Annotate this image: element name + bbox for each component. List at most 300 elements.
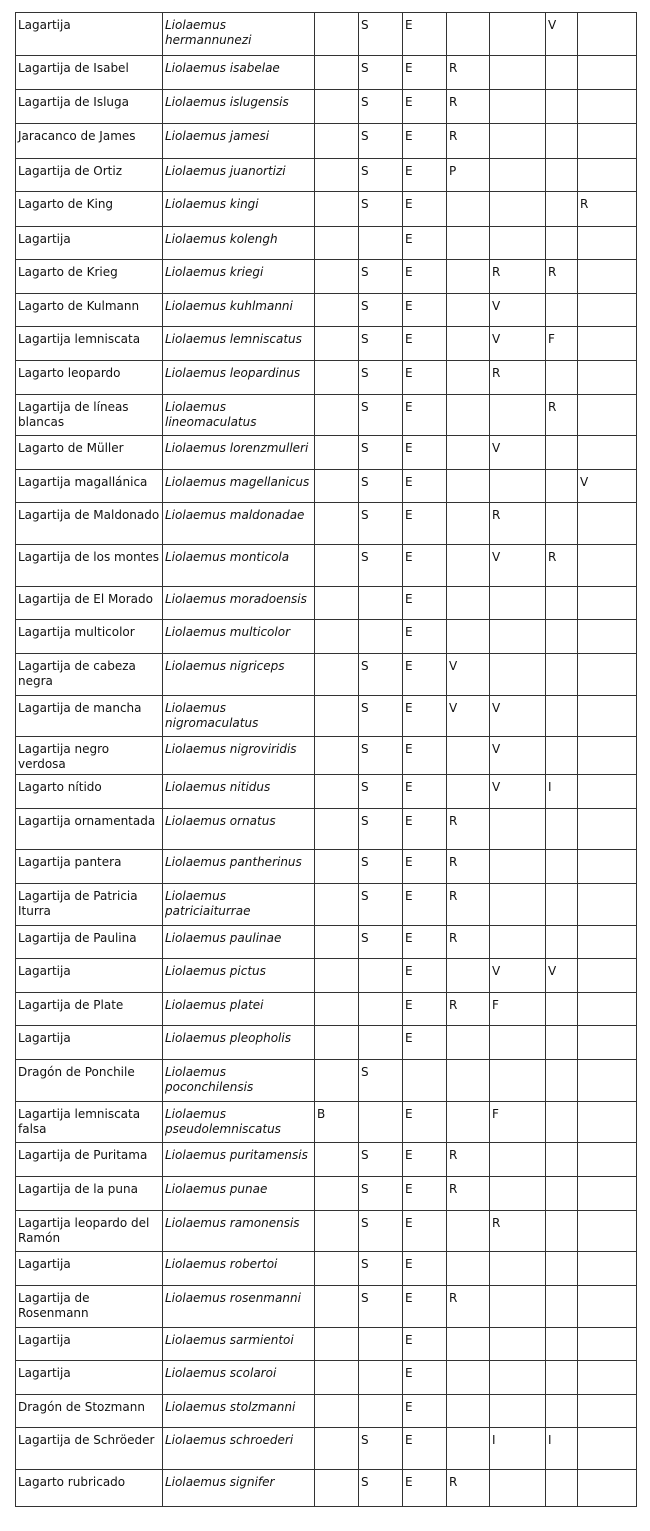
status-col-2-cell: S <box>359 695 403 737</box>
table-row <box>16 1026 637 1060</box>
status-col-6-cell <box>546 1177 578 1211</box>
status-col-4-cell <box>447 959 490 993</box>
status-col-6-cell <box>546 695 578 737</box>
status-col-6-cell: R <box>546 545 578 587</box>
table-row <box>16 1361 637 1395</box>
status-col-2-cell: S <box>359 360 403 394</box>
status-col-7-cell <box>578 158 637 192</box>
status-col-6-cell <box>546 1101 578 1143</box>
table-row <box>16 1394 637 1428</box>
status-col-2-cell: S <box>359 925 403 959</box>
status-col-7-cell <box>578 808 637 850</box>
table-row <box>16 925 637 959</box>
status-col-4-cell <box>447 503 490 545</box>
status-col-4-cell: R <box>447 992 490 1026</box>
table-row <box>16 327 637 361</box>
table-row <box>16 1428 637 1470</box>
status-col-5-cell <box>490 226 546 260</box>
status-col-7-cell <box>578 1470 637 1507</box>
status-col-5-cell <box>490 55 546 90</box>
status-col-6-cell <box>546 123 578 158</box>
status-col-3-cell <box>403 1060 447 1102</box>
status-col-6-cell <box>546 192 578 227</box>
status-col-1-cell <box>315 925 359 959</box>
status-col-1-cell <box>315 959 359 993</box>
status-col-5-cell <box>490 123 546 158</box>
status-col-5-cell: F <box>490 1101 546 1143</box>
status-col-7-cell <box>578 1177 637 1211</box>
status-col-2-cell: S <box>359 1177 403 1211</box>
status-col-6-cell <box>546 737 578 775</box>
status-col-1-cell <box>315 1285 359 1327</box>
status-col-2-cell: S <box>359 737 403 775</box>
scientific-name-cell: Liolaemus moradoensis <box>163 586 315 620</box>
table-row <box>16 1060 637 1102</box>
status-col-3-cell: E <box>403 959 447 993</box>
status-col-5-cell <box>490 1285 546 1327</box>
status-col-7-cell <box>578 123 637 158</box>
status-col-3-cell: E <box>403 775 447 809</box>
status-col-1-cell <box>315 55 359 90</box>
common-name-cell: Lagartija ornamentada <box>16 808 163 850</box>
scientific-name-cell: Liolaemus pseudolemniscatus <box>163 1101 315 1143</box>
status-col-3-cell: E <box>403 1361 447 1395</box>
status-col-3-cell: E <box>403 850 447 884</box>
status-col-2-cell: S <box>359 123 403 158</box>
common-name-cell: Lagartija de Ortiz <box>16 158 163 192</box>
status-col-5-cell: V <box>490 545 546 587</box>
scientific-name-cell: Liolaemus stolzmanni <box>163 1394 315 1428</box>
status-col-5-cell <box>490 1143 546 1177</box>
status-col-7-cell <box>578 1026 637 1060</box>
common-name-cell: Lagarto rubricado <box>16 1470 163 1507</box>
table-row <box>16 55 637 90</box>
status-col-2-cell: S <box>359 192 403 227</box>
status-col-5-cell: R <box>490 503 546 545</box>
common-name-cell: Lagartija lemniscata <box>16 327 163 361</box>
status-col-5-cell <box>490 13 546 56</box>
status-col-6-cell <box>546 226 578 260</box>
table-row <box>16 90 637 124</box>
status-col-1-cell <box>315 436 359 470</box>
status-col-7-cell <box>578 992 637 1026</box>
table-row <box>16 1177 637 1211</box>
status-col-3-cell: E <box>403 1285 447 1327</box>
status-col-3-cell: E <box>403 226 447 260</box>
status-col-7-cell <box>578 436 637 470</box>
status-col-2-cell: S <box>359 1470 403 1507</box>
common-name-cell: Lagartija de Maldonado <box>16 503 163 545</box>
status-col-2-cell: S <box>359 436 403 470</box>
status-col-7-cell: V <box>578 469 637 503</box>
common-name-cell: Lagarto de King <box>16 192 163 227</box>
common-name-cell: Lagarto leopardo <box>16 360 163 394</box>
status-col-1-cell <box>315 293 359 327</box>
status-col-7-cell <box>578 327 637 361</box>
status-col-4-cell: R <box>447 808 490 850</box>
status-col-4-cell <box>447 360 490 394</box>
scientific-name-cell: Liolaemus lineomaculatus <box>163 394 315 436</box>
status-col-3-cell: E <box>403 260 447 294</box>
status-col-4-cell <box>447 1252 490 1286</box>
status-col-7-cell <box>578 586 637 620</box>
status-col-5-cell <box>490 883 546 925</box>
scientific-name-cell: Liolaemus nitidus <box>163 775 315 809</box>
status-col-2-cell: S <box>359 1252 403 1286</box>
status-col-1-cell <box>315 850 359 884</box>
status-col-5-cell <box>490 620 546 654</box>
status-col-6-cell <box>546 1327 578 1361</box>
status-col-6-cell <box>546 1060 578 1102</box>
status-col-1-cell <box>315 586 359 620</box>
common-name-cell: Lagartija negro verdosa <box>16 737 163 775</box>
status-col-2-cell: S <box>359 90 403 124</box>
status-col-4-cell <box>447 1026 490 1060</box>
status-col-5-cell <box>490 1026 546 1060</box>
status-col-4-cell <box>447 775 490 809</box>
status-col-4-cell: R <box>447 90 490 124</box>
status-col-5-cell: V <box>490 695 546 737</box>
status-col-4-cell: R <box>447 883 490 925</box>
status-col-1-cell <box>315 360 359 394</box>
common-name-cell: Lagartija <box>16 1026 163 1060</box>
status-col-6-cell <box>546 503 578 545</box>
scientific-name-cell: Liolaemus robertoi <box>163 1252 315 1286</box>
scientific-name-cell: Liolaemus kolengh <box>163 226 315 260</box>
status-col-7-cell <box>578 1428 637 1470</box>
scientific-name-cell: Liolaemus isabelae <box>163 55 315 90</box>
status-col-2-cell <box>359 586 403 620</box>
scientific-name-cell: Liolaemus nigromaculatus <box>163 695 315 737</box>
status-col-1-cell <box>315 1394 359 1428</box>
status-col-1-cell <box>315 737 359 775</box>
status-col-3-cell: E <box>403 90 447 124</box>
common-name-cell: Lagartija de Schröeder <box>16 1428 163 1470</box>
status-col-5-cell <box>490 850 546 884</box>
common-name-cell: Lagartija de cabeza negra <box>16 654 163 696</box>
status-col-3-cell: E <box>403 123 447 158</box>
common-name-cell: Jaracanco de James <box>16 123 163 158</box>
common-name-cell: Lagartija de los montes <box>16 545 163 587</box>
table-row <box>16 1101 637 1143</box>
status-col-6-cell <box>546 1285 578 1327</box>
status-col-5-cell: V <box>490 293 546 327</box>
status-col-1-cell <box>315 123 359 158</box>
status-col-5-cell: I <box>490 1428 546 1470</box>
scientific-name-cell: Liolaemus kriegi <box>163 260 315 294</box>
status-col-7-cell <box>578 1252 637 1286</box>
status-col-4-cell <box>447 436 490 470</box>
scientific-name-cell: Liolaemus paulinae <box>163 925 315 959</box>
status-col-1-cell <box>315 13 359 56</box>
status-col-7-cell <box>578 1101 637 1143</box>
status-col-4-cell: R <box>447 850 490 884</box>
status-col-2-cell: S <box>359 1428 403 1470</box>
status-col-1-cell <box>315 1210 359 1252</box>
common-name-cell: Lagartija <box>16 1327 163 1361</box>
status-col-6-cell <box>546 654 578 696</box>
table-row <box>16 695 637 737</box>
status-col-6-cell <box>546 55 578 90</box>
table-row <box>16 469 637 503</box>
status-col-5-cell <box>490 586 546 620</box>
status-col-7-cell <box>578 1060 637 1102</box>
table-row <box>16 808 637 850</box>
status-col-1-cell <box>315 883 359 925</box>
scientific-name-cell: Liolaemus rosenmanni <box>163 1285 315 1327</box>
status-col-6-cell: V <box>546 13 578 56</box>
status-col-3-cell: E <box>403 545 447 587</box>
status-col-4-cell <box>447 469 490 503</box>
scientific-name-cell: Liolaemus jamesi <box>163 123 315 158</box>
status-col-7-cell <box>578 1210 637 1252</box>
status-col-2-cell: S <box>359 808 403 850</box>
status-col-6-cell <box>546 1026 578 1060</box>
status-col-7-cell <box>578 226 637 260</box>
status-col-5-cell: R <box>490 1210 546 1252</box>
status-col-2-cell: S <box>359 1285 403 1327</box>
status-col-2-cell: S <box>359 327 403 361</box>
common-name-cell: Lagartija de Plate <box>16 992 163 1026</box>
table-row <box>16 158 637 192</box>
status-col-6-cell <box>546 90 578 124</box>
status-col-4-cell: R <box>447 1470 490 1507</box>
status-col-3-cell: E <box>403 1143 447 1177</box>
status-col-2-cell: S <box>359 260 403 294</box>
status-col-2-cell: S <box>359 293 403 327</box>
status-col-6-cell <box>546 1252 578 1286</box>
common-name-cell: Lagartija pantera <box>16 850 163 884</box>
status-col-3-cell: E <box>403 13 447 56</box>
table-row <box>16 545 637 587</box>
table-row <box>16 436 637 470</box>
status-col-1-cell <box>315 90 359 124</box>
table-row <box>16 586 637 620</box>
status-col-4-cell <box>447 260 490 294</box>
status-col-3-cell: E <box>403 394 447 436</box>
status-col-1-cell: B <box>315 1101 359 1143</box>
status-col-1-cell <box>315 1252 359 1286</box>
table-row <box>16 737 637 775</box>
status-col-2-cell: S <box>359 55 403 90</box>
status-col-1-cell <box>315 1361 359 1395</box>
status-col-3-cell: E <box>403 883 447 925</box>
common-name-cell: Lagartija magallánica <box>16 469 163 503</box>
table-row <box>16 13 637 56</box>
status-col-5-cell <box>490 158 546 192</box>
status-col-3-cell: E <box>403 586 447 620</box>
status-col-7-cell <box>578 1285 637 1327</box>
status-col-5-cell <box>490 1327 546 1361</box>
status-col-1-cell <box>315 192 359 227</box>
status-col-5-cell: R <box>490 360 546 394</box>
common-name-cell: Lagartija de Rosenmann <box>16 1285 163 1327</box>
status-col-1-cell <box>315 1060 359 1102</box>
scientific-name-cell: Liolaemus poconchilensis <box>163 1060 315 1102</box>
status-col-2-cell: S <box>359 394 403 436</box>
scientific-name-cell: Liolaemus leopardinus <box>163 360 315 394</box>
status-col-5-cell <box>490 469 546 503</box>
status-col-3-cell: E <box>403 1327 447 1361</box>
status-col-1-cell <box>315 1428 359 1470</box>
status-col-7-cell <box>578 1327 637 1361</box>
common-name-cell: Lagartija de Puritama <box>16 1143 163 1177</box>
scientific-name-cell: Liolaemus ramonensis <box>163 1210 315 1252</box>
status-col-3-cell: E <box>403 158 447 192</box>
status-col-1-cell <box>315 158 359 192</box>
status-col-3-cell: E <box>403 1101 447 1143</box>
status-col-3-cell: E <box>403 1252 447 1286</box>
status-col-2-cell <box>359 992 403 1026</box>
status-col-6-cell: I <box>546 1428 578 1470</box>
status-col-2-cell: S <box>359 883 403 925</box>
status-col-4-cell: V <box>447 654 490 696</box>
status-col-6-cell <box>546 1210 578 1252</box>
status-col-2-cell: S <box>359 158 403 192</box>
status-col-1-cell <box>315 1327 359 1361</box>
status-col-2-cell <box>359 959 403 993</box>
status-col-5-cell <box>490 1177 546 1211</box>
status-col-1-cell <box>315 620 359 654</box>
status-col-1-cell <box>315 1177 359 1211</box>
status-col-4-cell <box>447 1327 490 1361</box>
status-col-6-cell <box>546 992 578 1026</box>
status-col-1-cell <box>315 545 359 587</box>
status-col-1-cell <box>315 1026 359 1060</box>
scientific-name-cell: Liolaemus lemniscatus <box>163 327 315 361</box>
status-col-3-cell: E <box>403 992 447 1026</box>
status-col-2-cell: S <box>359 1143 403 1177</box>
status-col-7-cell <box>578 1394 637 1428</box>
table-row <box>16 503 637 545</box>
status-col-2-cell <box>359 1394 403 1428</box>
status-col-1-cell <box>315 260 359 294</box>
status-col-2-cell: S <box>359 13 403 56</box>
status-col-5-cell <box>490 394 546 436</box>
status-col-2-cell <box>359 1327 403 1361</box>
status-col-3-cell: E <box>403 1026 447 1060</box>
status-col-2-cell: S <box>359 850 403 884</box>
status-col-7-cell <box>578 1143 637 1177</box>
common-name-cell: Dragón de Ponchile <box>16 1060 163 1102</box>
scientific-name-cell: Liolaemus sarmientoi <box>163 1327 315 1361</box>
status-col-6-cell: I <box>546 775 578 809</box>
status-col-6-cell <box>546 620 578 654</box>
status-col-7-cell <box>578 883 637 925</box>
status-col-3-cell: E <box>403 1394 447 1428</box>
status-col-7-cell <box>578 260 637 294</box>
status-col-6-cell: R <box>546 394 578 436</box>
status-col-6-cell: R <box>546 260 578 294</box>
scientific-name-cell: Liolaemus pantherinus <box>163 850 315 884</box>
status-col-4-cell: R <box>447 1177 490 1211</box>
table-row <box>16 260 637 294</box>
status-col-4-cell <box>447 327 490 361</box>
scientific-name-cell: Liolaemus kuhlmanni <box>163 293 315 327</box>
status-col-6-cell <box>546 293 578 327</box>
scientific-name-cell: Liolaemus kingi <box>163 192 315 227</box>
scientific-name-cell: Liolaemus multicolor <box>163 620 315 654</box>
status-col-6-cell <box>546 1470 578 1507</box>
common-name-cell: Lagartija <box>16 1252 163 1286</box>
table-row <box>16 959 637 993</box>
status-col-5-cell <box>490 1470 546 1507</box>
scientific-name-cell: Liolaemus scolaroi <box>163 1361 315 1395</box>
table-row <box>16 360 637 394</box>
status-col-1-cell <box>315 327 359 361</box>
status-col-1-cell <box>315 503 359 545</box>
status-col-3-cell: E <box>403 360 447 394</box>
status-col-2-cell: S <box>359 503 403 545</box>
status-col-7-cell <box>578 55 637 90</box>
common-name-cell: Lagarto de Krieg <box>16 260 163 294</box>
status-col-5-cell: F <box>490 992 546 1026</box>
status-col-1-cell <box>315 808 359 850</box>
common-name-cell: Dragón de Stozmann <box>16 1394 163 1428</box>
scientific-name-cell: Liolaemus hermannunezi <box>163 13 315 56</box>
status-col-6-cell <box>546 1394 578 1428</box>
common-name-cell: Lagartija multicolor <box>16 620 163 654</box>
status-col-5-cell <box>490 90 546 124</box>
status-col-2-cell <box>359 1361 403 1395</box>
status-col-7-cell <box>578 775 637 809</box>
status-col-2-cell <box>359 226 403 260</box>
status-col-1-cell <box>315 1143 359 1177</box>
status-col-3-cell: E <box>403 620 447 654</box>
table-row <box>16 883 637 925</box>
status-col-2-cell: S <box>359 469 403 503</box>
common-name-cell: Lagartija <box>16 959 163 993</box>
status-col-6-cell <box>546 469 578 503</box>
scientific-name-cell: Liolaemus schroederi <box>163 1428 315 1470</box>
status-col-4-cell <box>447 13 490 56</box>
table-row <box>16 1143 637 1177</box>
status-col-7-cell <box>578 959 637 993</box>
status-col-4-cell: R <box>447 55 490 90</box>
status-col-4-cell <box>447 293 490 327</box>
common-name-cell: Lagarto nítido <box>16 775 163 809</box>
table-row <box>16 775 637 809</box>
status-col-7-cell <box>578 654 637 696</box>
status-col-2-cell <box>359 1101 403 1143</box>
status-col-7-cell <box>578 695 637 737</box>
status-col-3-cell: E <box>403 55 447 90</box>
status-col-2-cell: S <box>359 775 403 809</box>
status-col-4-cell <box>447 1210 490 1252</box>
scientific-name-cell: Liolaemus pleopholis <box>163 1026 315 1060</box>
status-col-1-cell <box>315 469 359 503</box>
table-row <box>16 192 637 227</box>
status-col-6-cell <box>546 1361 578 1395</box>
status-col-4-cell: R <box>447 1143 490 1177</box>
table-row <box>16 992 637 1026</box>
status-col-5-cell <box>490 654 546 696</box>
status-col-7-cell: R <box>578 192 637 227</box>
status-col-3-cell: E <box>403 327 447 361</box>
table-row <box>16 293 637 327</box>
status-col-6-cell <box>546 586 578 620</box>
scientific-name-cell: Liolaemus pictus <box>163 959 315 993</box>
status-col-3-cell: E <box>403 737 447 775</box>
status-col-1-cell <box>315 992 359 1026</box>
status-col-2-cell <box>359 1026 403 1060</box>
status-col-4-cell <box>447 394 490 436</box>
scientific-name-cell: Liolaemus platei <box>163 992 315 1026</box>
table-body <box>16 13 637 1507</box>
scientific-name-cell: Liolaemus ornatus <box>163 808 315 850</box>
status-col-5-cell: V <box>490 959 546 993</box>
status-col-3-cell: E <box>403 469 447 503</box>
